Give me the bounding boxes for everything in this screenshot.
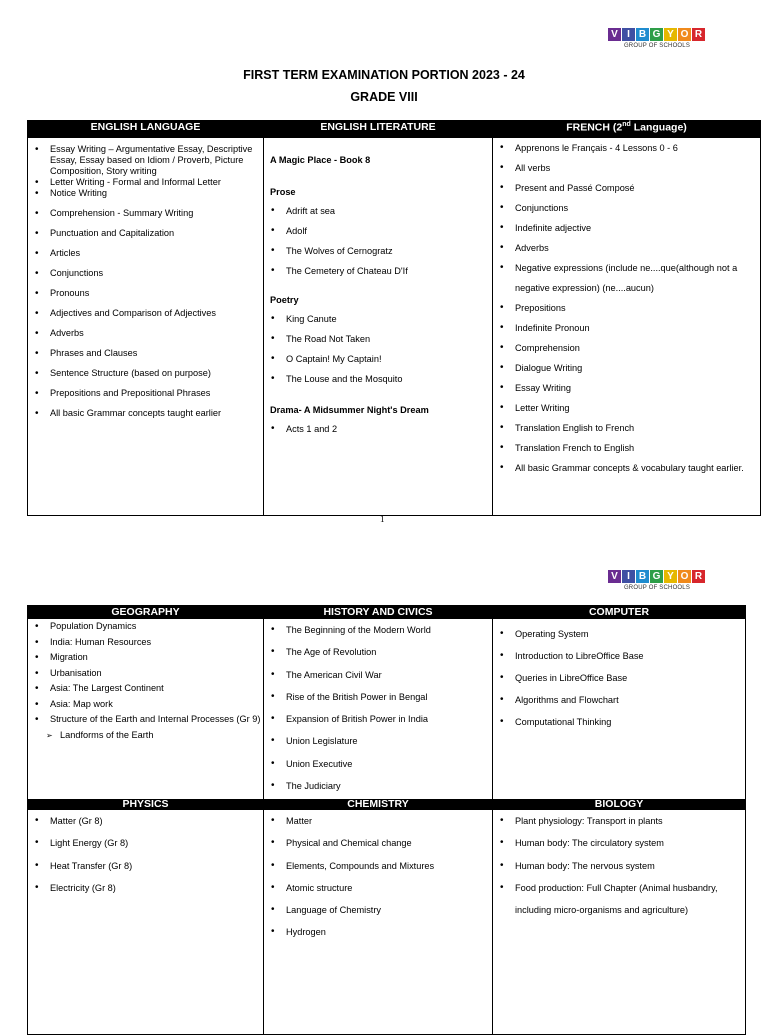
french-item: • Essay Writing <box>493 378 760 398</box>
poetry-list <box>264 309 492 389</box>
english-language-item: • Letter Writing - Formal and Informal Letter <box>28 177 263 188</box>
english-literature-cell <box>264 138 493 516</box>
header-computer: COMPUTER <box>493 606 746 619</box>
logo-letter: R <box>692 28 705 41</box>
history-civics-item: • The Beginning of the Modern World <box>264 619 492 641</box>
biology-item: • Human body: The circulatory system <box>493 832 745 854</box>
header-geography: GEOGRAPHY <box>28 606 264 619</box>
header-physics: PHYSICS <box>28 800 264 810</box>
chemistry-item: • Physical and Chemical change <box>264 832 492 854</box>
computer-item: • Algorithms and Flowchart <box>493 689 745 711</box>
exam-title: FIRST TERM EXAMINATION PORTION 2023 - 24 <box>243 68 525 82</box>
chemistry-cell <box>264 810 493 1035</box>
history-civics-list <box>264 619 492 797</box>
chemistry-item: • Atomic structure <box>264 877 492 899</box>
computer-item: • Queries in LibreOffice Base <box>493 667 745 689</box>
header-history-civics: HISTORY AND CIVICS <box>264 606 493 619</box>
header-chemistry: CHEMISTRY <box>264 800 493 810</box>
prose-item: • The Wolves of Cernogratz <box>264 241 492 261</box>
english-language-item: • Prepositions and Prepositional Phrases <box>28 388 263 399</box>
logo-letters <box>608 570 706 583</box>
logo-letter: B <box>636 570 649 583</box>
geography-item: • Asia: The Largest Continent <box>28 681 263 697</box>
geography-cell <box>28 619 264 800</box>
english-language-item: • All basic Grammar concepts taught earlier <box>28 408 263 419</box>
french-item: • Indefinite adjective <box>493 218 760 238</box>
computer-item: • Computational Thinking <box>493 711 745 733</box>
geography-item: • Structure of the Earth and Internal Processes (Gr 9) <box>28 712 263 728</box>
english-language-item: • Conjunctions <box>28 268 263 279</box>
french-item: • Indefinite Pronoun <box>493 318 760 338</box>
vibgyor-logo-page2 <box>608 570 706 591</box>
logo-letter: G <box>650 28 663 41</box>
french-item: • Dialogue Writing <box>493 358 760 378</box>
prose-item: • Adolf <box>264 221 492 241</box>
header-english-language: ENGLISH LANGUAGE <box>28 121 264 138</box>
logo-letter: V <box>608 28 621 41</box>
chemistry-item: • Language of Chemistry <box>264 899 492 921</box>
history-civics-item: • Expansion of British Power in India <box>264 708 492 730</box>
logo-subtitle: GROUP OF SCHOOLS <box>623 43 691 49</box>
drama-list <box>264 419 492 439</box>
french-item: • Translation English to French <box>493 418 760 438</box>
english-language-item: • Notice Writing <box>28 188 263 199</box>
chemistry-item: • Hydrogen <box>264 921 492 943</box>
french-item: • Present and Passé Composé <box>493 178 760 198</box>
book-title: A Magic Place - Book 8 <box>270 155 371 165</box>
french-item: • Conjunctions <box>493 198 760 218</box>
header-biology: BIOLOGY <box>493 800 746 810</box>
logo-letter: O <box>678 570 691 583</box>
english-language-item: • Sentence Structure (based on purpose) <box>28 368 263 379</box>
logo-subtitle: GROUP OF SCHOOLS <box>623 585 691 591</box>
english-language-item: • Punctuation and Capitalization <box>28 228 263 239</box>
page-number: 1 <box>380 514 385 524</box>
logo-letter: B <box>636 28 649 41</box>
chemistry-item: • Matter <box>264 810 492 832</box>
prose-heading: Prose <box>270 187 296 197</box>
computer-item: • Introduction to LibreOffice Base <box>493 645 745 667</box>
history-civics-item: • The American Civil War <box>264 664 492 686</box>
grade-title: GRADE VIII <box>350 90 418 104</box>
physics-item: • Matter (Gr 8) <box>28 810 263 832</box>
logo-letter: V <box>608 570 621 583</box>
poetry-item: • O Captain! My Captain! <box>264 349 492 369</box>
physics-list <box>28 810 263 899</box>
vibgyor-logo <box>608 28 706 49</box>
english-language-item: • Comprehension - Summary Writing <box>28 208 263 219</box>
geography-item: • Asia: Map work <box>28 697 263 713</box>
english-language-cell <box>28 138 264 516</box>
english-language-item: • Essay Writing – Argumentative Essay, Descriptive Essay, Essay based on Idiom / Proverb, Picture Composition, Story writing <box>28 144 263 177</box>
french-item: • Comprehension <box>493 338 760 358</box>
prose-list <box>264 201 492 281</box>
geography-item: • Urbanisation <box>28 666 263 682</box>
english-language-item: • Articles <box>28 248 263 259</box>
physics-item: • Light Energy (Gr 8) <box>28 832 263 854</box>
drama-item: • Acts 1 and 2 <box>264 419 492 439</box>
header-french: FRENCH (2nd Language) <box>493 121 761 138</box>
physics-item: • Electricity (Gr 8) <box>28 877 263 899</box>
computer-item: • Operating System <box>493 623 745 645</box>
biology-item: • Food production: Full Chapter (Animal husbandry, including micro-organisms and agriculture) <box>493 877 745 922</box>
chemistry-item: • Elements, Compounds and Mixtures <box>264 855 492 877</box>
logo-letter: G <box>650 570 663 583</box>
logo-letter: I <box>622 28 635 41</box>
french-item: • Negative expressions (include ne....que(although not a negative expression) (ne....aucun) <box>493 258 760 298</box>
english-literature-content <box>264 155 492 197</box>
prose-item: • Adrift at sea <box>264 201 492 221</box>
geography-item: • Population Dynamics <box>28 619 263 635</box>
physics-item: • Heat Transfer (Gr 8) <box>28 855 263 877</box>
biology-item: • Human body: The nervous system <box>493 855 745 877</box>
geography-item: • India: Human Resources <box>28 635 263 651</box>
french-list <box>493 138 760 478</box>
geography-sub-list <box>28 728 263 743</box>
logo-letter: Y <box>664 570 677 583</box>
english-language-item: • Pronouns <box>28 288 263 299</box>
chemistry-list <box>264 810 492 944</box>
drama-heading: Drama- A Midsummer Night's Dream <box>270 405 429 415</box>
poetry-heading: Poetry <box>270 295 299 305</box>
history-civics-item: • Rise of the British Power in Bengal <box>264 686 492 708</box>
geography-subitem: ➢ Landforms of the Earth <box>28 728 263 743</box>
french-item: • Letter Writing <box>493 398 760 418</box>
physics-cell <box>28 810 264 1035</box>
history-civics-cell <box>264 619 493 800</box>
french-item: • Apprenons le Français - 4 Lessons 0 - 6 <box>493 138 760 158</box>
biology-item: • Plant physiology: Transport in plants <box>493 810 745 832</box>
prose-item: • The Cemetery of Chateau D'If <box>264 261 492 281</box>
history-civics-item: • The Judiciary <box>264 775 492 797</box>
geography-list <box>28 619 263 728</box>
history-civics-item: • Union Executive <box>264 753 492 775</box>
logo-letter: I <box>622 570 635 583</box>
english-language-list <box>28 138 263 419</box>
header-english-literature: ENGLISH LITERATURE <box>264 121 493 138</box>
french-item: • All verbs <box>493 158 760 178</box>
biology-list <box>493 810 745 921</box>
english-language-item: • Phrases and Clauses <box>28 348 263 359</box>
computer-cell <box>493 619 746 800</box>
history-civics-item: • Union Legislature <box>264 730 492 752</box>
poetry-item: • King Canute <box>264 309 492 329</box>
poetry-item: • The Louse and the Mosquito <box>264 369 492 389</box>
poetry-item: • The Road Not Taken <box>264 329 492 349</box>
french-item: • All basic Grammar concepts & vocabulary taught earlier. <box>493 458 760 478</box>
french-cell <box>493 138 761 516</box>
computer-list <box>493 619 745 733</box>
page1-portion-table <box>27 120 761 516</box>
geography-item: • Migration <box>28 650 263 666</box>
english-language-item: • Adjectives and Comparison of Adjectives <box>28 308 263 319</box>
logo-letter: Y <box>664 28 677 41</box>
logo-letter: O <box>678 28 691 41</box>
french-item: • Prepositions <box>493 298 760 318</box>
biology-cell <box>493 810 746 1035</box>
french-item: • Adverbs <box>493 238 760 258</box>
page2-portion-table <box>27 605 746 1035</box>
history-civics-item: • The Age of Revolution <box>264 641 492 663</box>
logo-letters <box>608 28 706 41</box>
english-language-item: • Adverbs <box>28 328 263 339</box>
logo-letter: R <box>692 570 705 583</box>
french-item: • Translation French to English <box>493 438 760 458</box>
